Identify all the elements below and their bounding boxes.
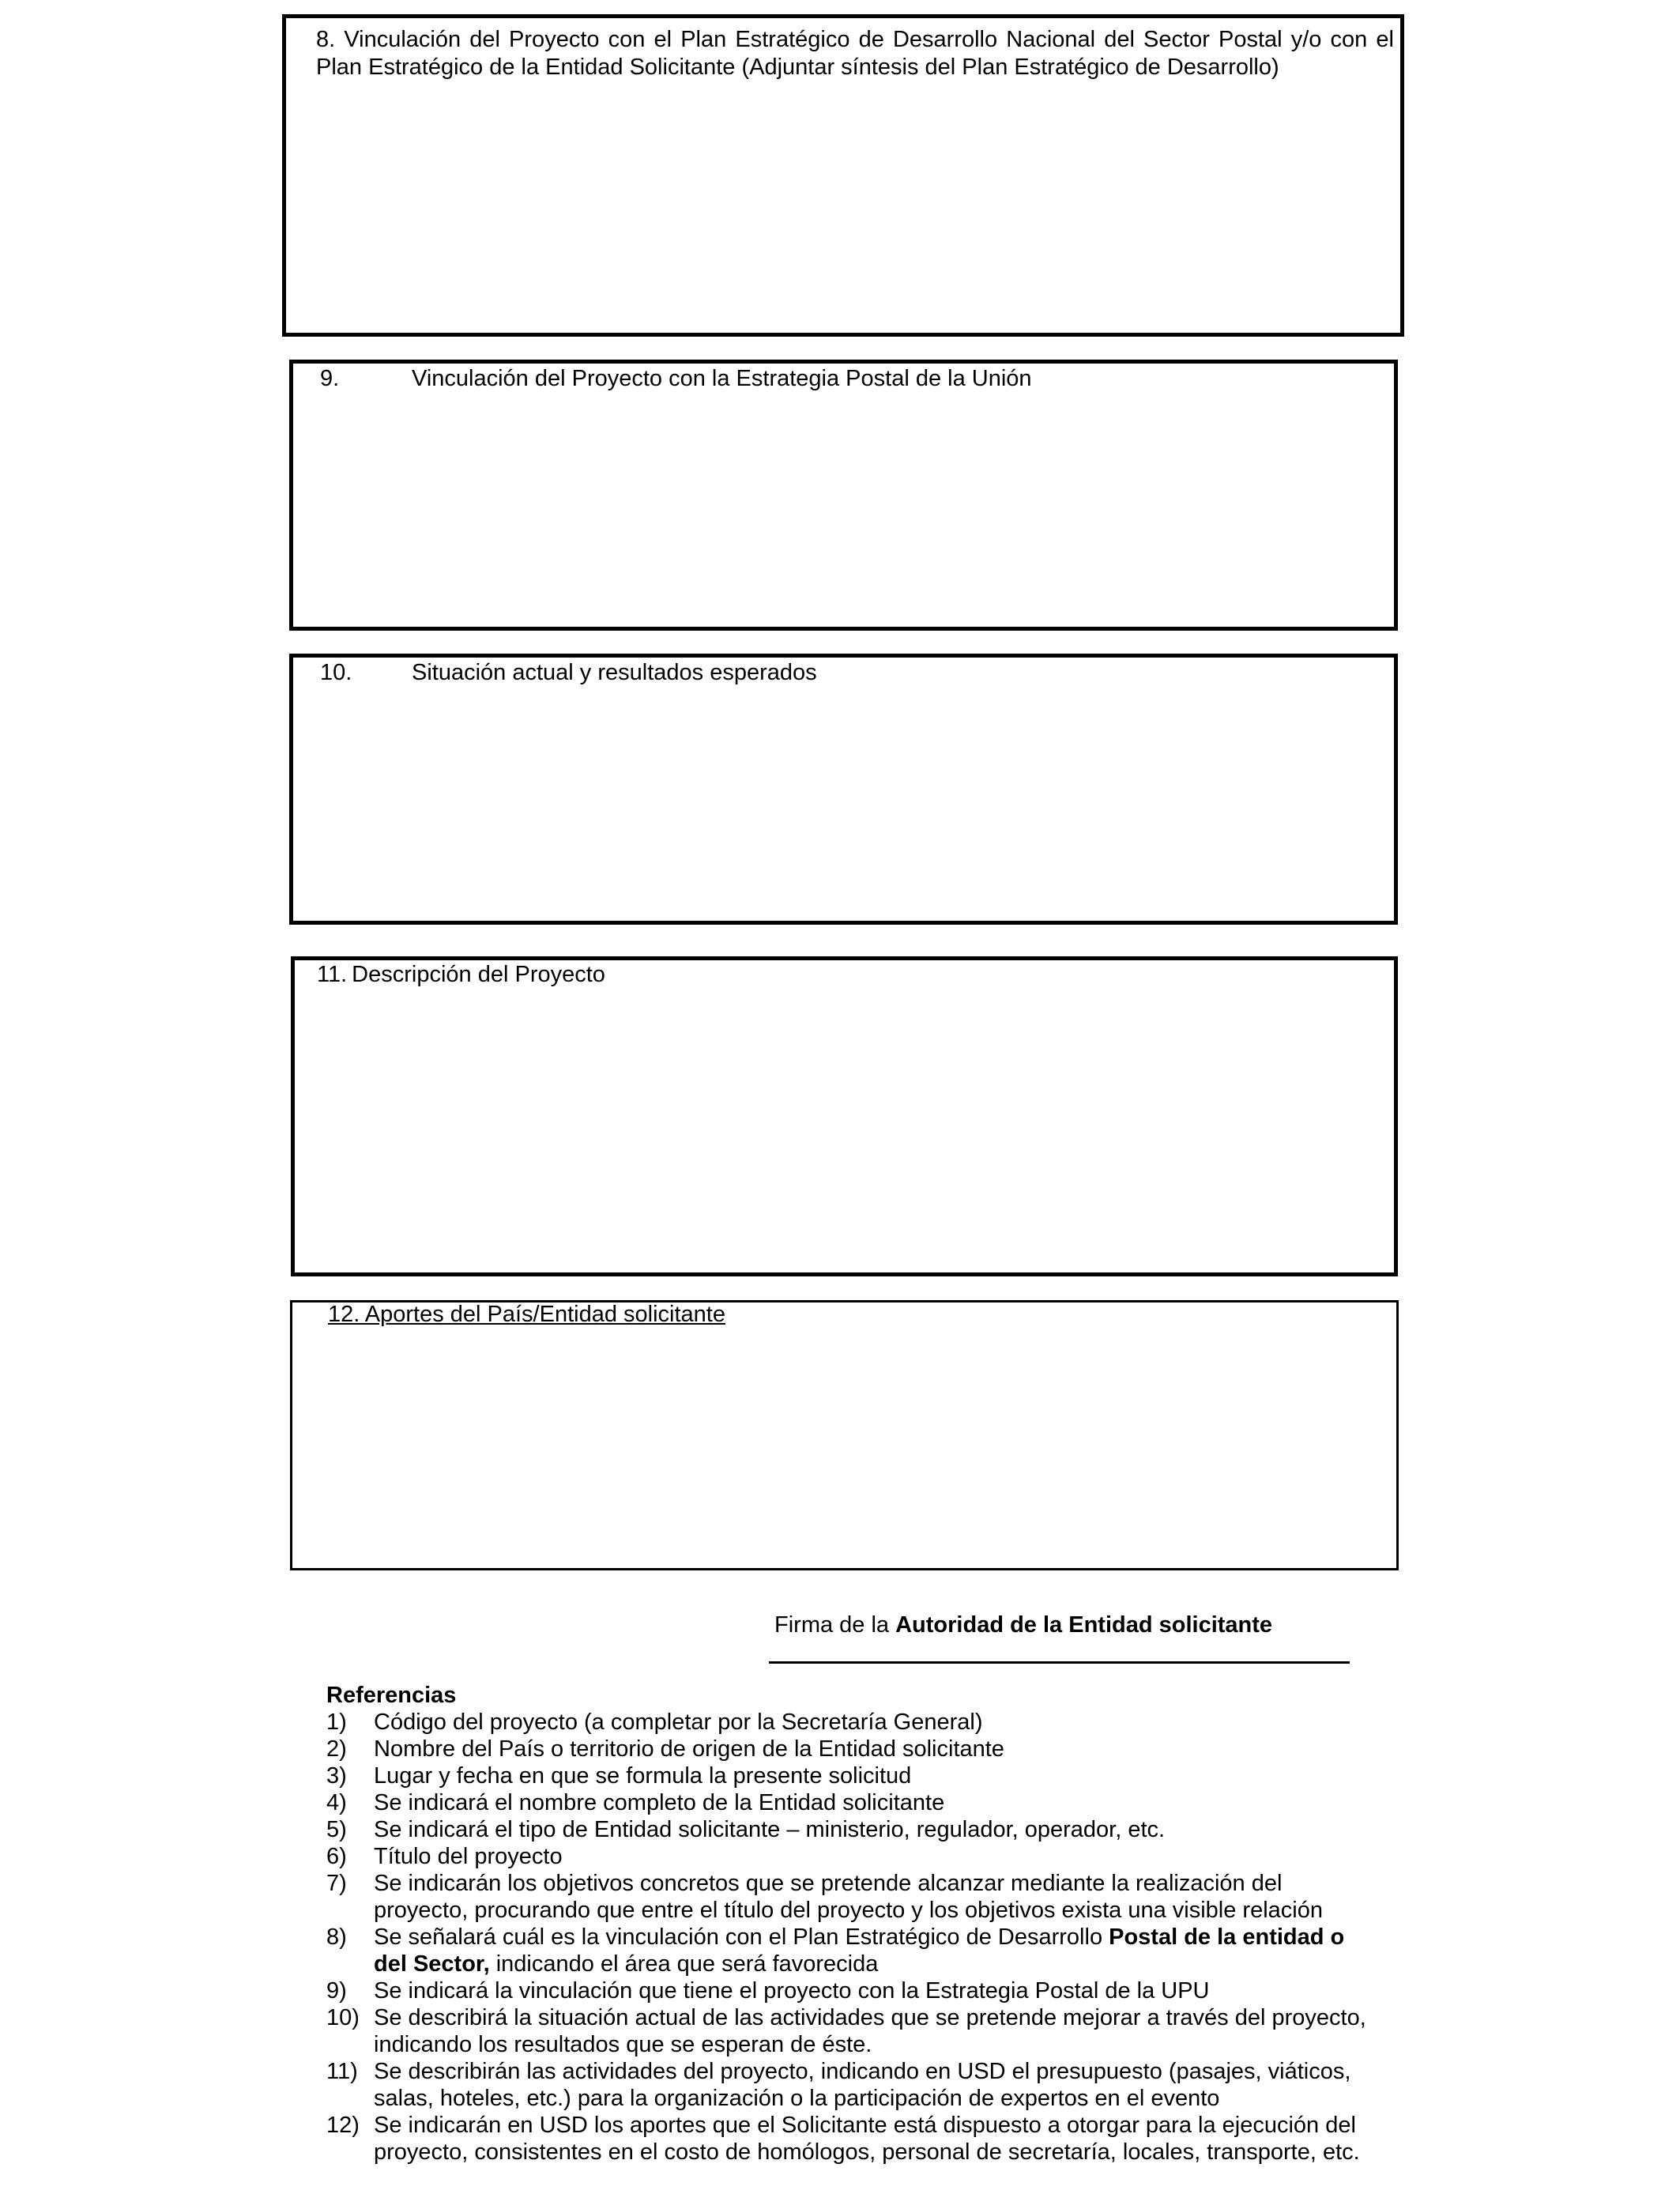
reference-number: 8) (326, 1924, 347, 1950)
section-9-number: 9. (320, 366, 340, 391)
reference-number: 5) (326, 1817, 347, 1842)
reference-text: Lugar y fecha en que se formula la presente solicitud (374, 1763, 912, 1789)
reference-item (326, 1789, 1369, 1816)
section-11-box (291, 956, 1398, 1276)
section-8-title-line-1: 8. Vinculación del Proyecto con el Plan Estratégico de Desarrollo Nacional del Sector Postal y/o con el (316, 27, 1394, 52)
reference-number: 11) (326, 2059, 358, 2084)
signature-caption (774, 1612, 1272, 1638)
reference-item (326, 2004, 1369, 2058)
section-10-label: Situación actual y resultados esperados (412, 660, 817, 685)
reference-item (326, 1736, 1369, 1762)
reference-text: Se indicarán en USD los aportes que el Solicitante está dispuesto a otorgar para la ejecución del proyecto, consistentes en el costo de homólogos, personal de secretaría, locales, transporte, etc. (374, 2113, 1360, 2165)
reference-number: 4) (326, 1790, 347, 1815)
section-9-label: Vinculación del Proyecto con la Estrategia Postal de la Unión (412, 366, 1032, 391)
reference-item (326, 1843, 1369, 1870)
reference-number: 6) (326, 1844, 347, 1869)
signature-prefix: Firma de la (774, 1612, 896, 1638)
reference-number: 3) (326, 1763, 347, 1789)
references-section (326, 1682, 1369, 2166)
reference-number: 9) (326, 1978, 347, 2004)
reference-text-tail: indicando el área que será favorecida (489, 1951, 879, 1977)
reference-number: 10) (326, 2005, 360, 2030)
reference-item (326, 2112, 1369, 2166)
signature-authority: Autoridad de la Entidad solicitante (895, 1612, 1273, 1638)
section-11-header (317, 962, 605, 988)
reference-item (326, 1762, 1369, 1789)
reference-text: Se señalará cuál es la vinculación con el Plan Estratégico de Desarrollo (374, 1924, 1109, 1950)
reference-text: Se indicarán los objetivos concretos que se pretende alcanzar mediante la realización del proyecto, procurando que entre el título del proyecto y los objetivos exista una visible relación (374, 1871, 1323, 1923)
reference-text: Se indicará el nombre completo de la Entidad solicitante (374, 1790, 945, 1815)
section-8-title-line-2: Plan Estratégico de la Entidad Solicitante (Adjuntar síntesis del Plan Estratégico de Desarrollo) (316, 55, 1279, 80)
reference-text: Título del proyecto (374, 1844, 563, 1869)
section-8-box (282, 14, 1404, 337)
reference-item (326, 1870, 1369, 1924)
references-title: Referencias (326, 1683, 457, 1708)
reference-text: Se indicará el tipo de Entidad solicitante – ministerio, regulador, operador, etc. (374, 1817, 1166, 1842)
reference-text: Se describirán las actividades del proyecto, indicando en USD el presupuesto (pasajes, viáticos, salas, hoteles, etc.) para la organización o la participación de expertos en el evento (374, 2059, 1351, 2111)
signature-line (769, 1661, 1350, 1664)
section-10-box (289, 654, 1398, 925)
section-9-box (289, 360, 1398, 631)
reference-text: Nombre del País o territorio de origen de la Entidad solicitante (374, 1736, 1004, 1762)
reference-number: 1) (326, 1710, 347, 1735)
reference-text: Se indicará la vinculación que tiene el proyecto con la Estrategia Postal de la UPU (374, 1978, 1210, 2004)
reference-number: 12) (326, 2113, 360, 2138)
reference-text-bold: Postal de la entidad o del Sector, (374, 1924, 1345, 1977)
reference-item (326, 1709, 1369, 1736)
reference-number: 2) (326, 1736, 347, 1762)
section-11-label: Descripción del Proyecto (352, 962, 605, 987)
section-10-number: 10. (320, 660, 352, 685)
reference-number: 7) (326, 1871, 347, 1896)
reference-item (326, 1924, 1369, 1977)
reference-text: Se describirá la situación actual de las actividades que se pretende mejorar a través del proyecto, indicando los resultados que se esperan de éste. (374, 2005, 1366, 2057)
reference-item (326, 1977, 1369, 2004)
reference-item (326, 2058, 1369, 2112)
section-12-label: 12. Aportes del País/Entidad solicitante (328, 1302, 725, 1327)
section-11-number: 11. (317, 962, 348, 987)
section-8-title (316, 26, 1394, 81)
reference-item (326, 1816, 1369, 1843)
section-12-box (290, 1300, 1399, 1570)
reference-text: Código del proyecto (a completar por la Secretaría General) (374, 1710, 983, 1735)
